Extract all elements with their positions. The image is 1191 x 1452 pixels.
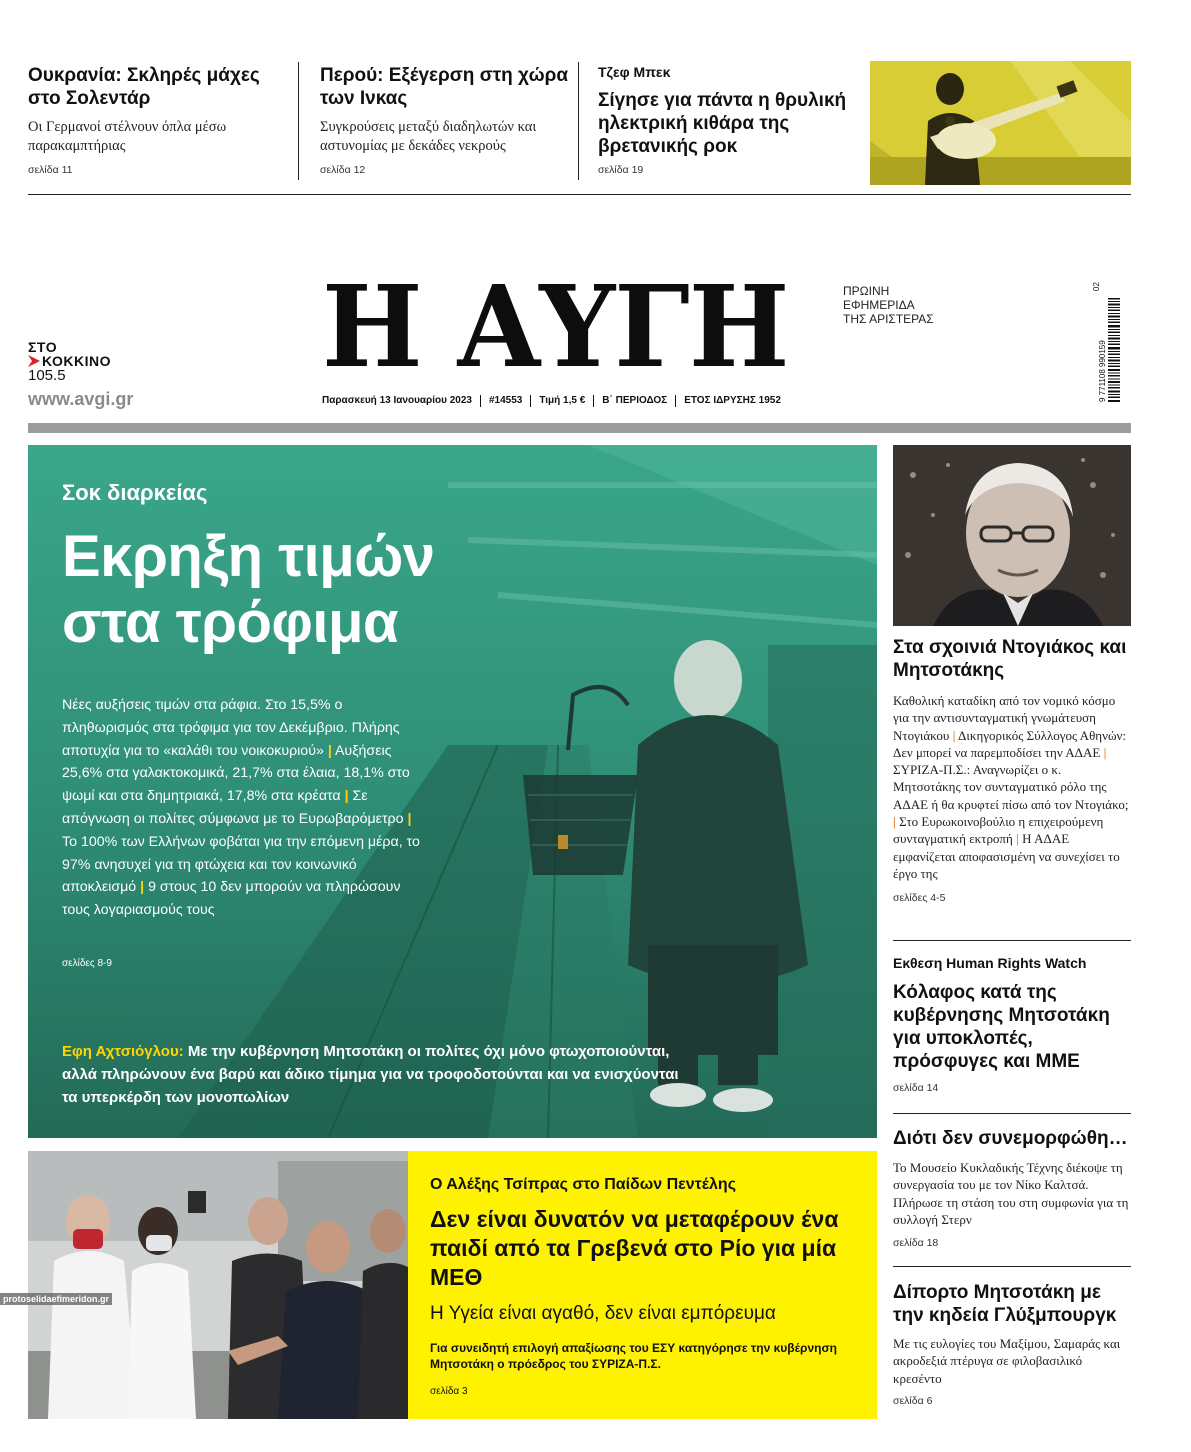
tsipras-headline: Δεν είναι δυνατόν να μεταφέρουν ένα παιδί από τα Γρεβενά στο Ρίο για μία ΜΕΘ — [430, 1206, 839, 1290]
tsipras-subtitle: Η Υγεία είναι αγαθό, δεν είναι εμπόρευμα — [430, 1303, 776, 1324]
teaser-body: Συγκρούσεις μεταξύ διαδηλωτών και αστυνομίας με δεκάδες νεκρούς — [320, 119, 537, 154]
separator-bar: | — [344, 788, 349, 805]
story-page: σελίδες 4-5 — [893, 892, 946, 905]
website-link[interactable]: www.avgi.gr — [28, 389, 134, 409]
founded-year: ΕΤΟΣ ΙΔΡΥΣΗΣ 1952 — [675, 395, 789, 407]
separator-bar: | — [407, 810, 412, 827]
lead-quote — [62, 1040, 682, 1109]
story-body: Με τις ευλογίες του Μαξίμου, Σαμαράς και ακροδεξιά πτέρυγα σε φιλοβασιλικό κρεσέντο — [893, 1336, 1121, 1386]
right-rule — [893, 940, 1131, 941]
teaser-title: Ουκρανία: Σκληρές μάχες στο Σολεντάρ — [28, 65, 260, 109]
barcode — [1094, 298, 1120, 402]
lead-body: Νέες αυξήσεις τιμών στα ράφια. Στο 15,5% ο πληθωρισμός στα τρόφιμα για τον Δεκέμβριο. Πλήρης αποτυχία για το «καλάθι του νοικοκυριού» | Αυξήσεις 25,6% στα γαλακτοκομικά, 21,7% στα έλαια, 18,1% στο ψωμί και στα δημητριακά, 17,8% στα κρέατα | Σε απόγνωση οι πολίτες σύμφωνα με το Ευρωβαρόμετρο | Το 100% των Ελλήνων φοβάται για την επόμενη μέρα, το 97% ανησυχεί για τη φτώχεια και τον κοινωνικό αποκλεισμό | 9 στους 10 δεν μπορούν να πληρώσουν τους λογαριασμούς τους — [62, 697, 420, 919]
issue-date: Παρασκευή 13 Ιανουαρίου 2023 — [322, 395, 472, 406]
teaser-page: σελίδα 12 — [320, 164, 366, 176]
lead-page-ref: σελίδες 8-9 — [62, 958, 112, 969]
story-body: Το Μουσείο Κυκλαδικής Τέχνης διέκοψε τη συνεργασία του με τον Νίκο Καλτσά. Πλήρωσε τη στάση του στη συμφωνία για τη συλλογή Στερν — [893, 1160, 1129, 1227]
masthead-info-row — [322, 395, 789, 407]
separator-bar: | — [1016, 831, 1019, 847]
right-story-museum[interactable] — [893, 1127, 1131, 1249]
column-divider — [578, 62, 579, 180]
tsipras-photo — [28, 1151, 408, 1419]
barcode-addon: 02 — [1092, 282, 1101, 291]
teaser-ukraine[interactable] — [28, 64, 290, 176]
lead-headline[interactable]: Εκρηξη τιμών στα τρόφιμα — [62, 524, 435, 655]
top-rule — [28, 194, 1131, 195]
teaser-jeff-beck[interactable] — [598, 64, 860, 176]
separator-bar: | — [327, 742, 332, 759]
quote-author: Εφη Αχτσιόγλου: — [62, 1043, 184, 1060]
story-kicker: Εκθεση Human Rights Watch — [893, 955, 1087, 971]
story-page: σελίδα 6 — [893, 1394, 933, 1407]
teaser-peru[interactable] — [320, 64, 570, 176]
separator-bar: | — [140, 879, 145, 896]
radio-logo[interactable]: ΣΤΟ ΚΟΚΚΙΝΟ 105.5 — [28, 339, 111, 384]
teaser-title: Περού: Εξέγερση στη χώρα των Ινκας — [320, 65, 569, 109]
right-story-glucksburg[interactable] — [893, 1281, 1131, 1407]
guitarist-photo — [870, 61, 1131, 185]
red-arrow-icon — [28, 355, 40, 367]
site-watermark: protoselidaefimeridon.gr — [0, 1293, 112, 1305]
barcode-number: 9 771108 990159 — [1098, 340, 1107, 402]
separator-bar: | — [1103, 744, 1107, 760]
issue-period: Β΄ ΠΕΡΙΟΔΟΣ — [593, 395, 675, 407]
story-title: Κόλαφος κατά της κυβέρνησης Μητσοτάκη για υποκλοπές, πρόσφυγες και ΜΜΕ — [893, 982, 1110, 1072]
right-rule — [893, 1266, 1131, 1267]
tsipras-kicker: Ο Αλέξης Τσίπρας στο Παίδων Πεντέλης — [430, 1176, 737, 1193]
separator-bar: | — [952, 727, 956, 743]
right-story-courts[interactable] — [893, 636, 1131, 904]
teaser-page: σελίδα 11 — [28, 164, 73, 176]
portrait-photo — [893, 445, 1131, 626]
lead-kicker: Σοκ διαρκείας — [62, 480, 208, 505]
quote-text: Με την κυβέρνηση Μητσοτάκη οι πολίτες όχι μόνο φτωχοποιούνται, αλλά πληρώνουν ένα βαρύ και άδικο τίμημα για να τροφοδοτούνται και να ενισχύονται τα υπερκέρδη των μονοπωλίων — [62, 1043, 679, 1106]
tsipras-page-ref: σελίδα 3 — [430, 1386, 468, 1397]
teaser-body: Οι Γερμανοί στέλνουν όπλα μέσω παρακαμπτήριας — [28, 119, 227, 154]
column-divider — [298, 62, 299, 180]
teaser-page: σελίδα 19 — [598, 164, 644, 176]
masthead-tagline: ΠΡΩΙΝΗ ΕΦΗΜΕΡΙΔΑ ΤΗΣ ΑΡΙΣΤΕΡΑΣ — [843, 284, 934, 326]
masthead-rule — [28, 423, 1131, 433]
teaser-title: Σίγησε για πάντα η θρυλική ηλεκτρική κιθάρα της βρετανικής ροκ — [598, 90, 847, 157]
story-body: Καθολική καταδίκη από τον νομικό κόσμο για την αντισυνταγματική γνωμάτευση Ντογιάκου | Δικηγορικός Σύλλογος Αθηνών: Δεν μπορεί να παρεμποδίσει την ΑΔΑΕ | ΣΥΡΙΖΑ-Π.Σ.: Αναγνωρίζει ο κ. Μητσοτάκης τον συνταγματικό ρόλο της ΑΔΑΕ ή θα κρυφτεί πίσω από τον Ντογιάκο; | Στο Ευρωκοινοβούλιο η επιχειρούμενη συνταγματική εκτροπή | Η ΑΔΑΕ εμφανίζεται αποφασισμένη να συνεχίσει το έργο της — [893, 693, 1129, 881]
right-story-hrw[interactable] — [893, 955, 1131, 1094]
tsipras-body: Για συνειδητή επιλογή απαξίωσης του ΕΣΥ κατηγόρησε την κυβέρνηση Μητσοτάκη ο πρόεδρος του ΣΥΡΙΖΑ-Π.Σ. — [430, 1341, 837, 1371]
story-title: Στα σχοινιά Ντογιάκος και Μητσοτάκης — [893, 637, 1127, 681]
issue-price: Τιμή 1,5 € — [530, 395, 593, 407]
right-rule — [893, 1113, 1131, 1114]
teaser-kicker: Τζεφ Μπεκ — [598, 64, 671, 80]
issue-number: #14553 — [480, 395, 530, 407]
story-page: σελίδα 14 — [893, 1082, 939, 1094]
story-title: Δίπορτο Μητσοτάκη με την κηδεία Γλύξμπουργκ — [893, 1282, 1117, 1326]
story-title: Διότι δεν συνεμορφώθη… — [893, 1128, 1128, 1149]
story-page: σελίδα 18 — [893, 1237, 939, 1250]
separator-bar: | — [893, 814, 896, 830]
newspaper-masthead: Η ΑΥΓΗ — [322, 262, 789, 393]
